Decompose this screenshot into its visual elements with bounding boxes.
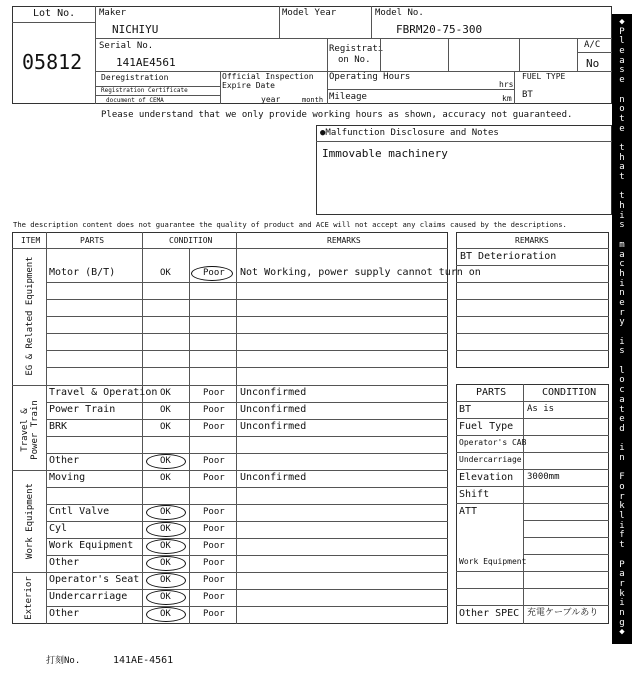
lot-label: Lot No. [33, 8, 76, 19]
part-name: Moving [49, 472, 86, 483]
sidebar-char: i [619, 520, 625, 531]
sidebar-char: n [619, 452, 625, 463]
operating-hours-label: Operating Hours [329, 72, 411, 82]
spec-condition: 3000mm [527, 472, 560, 482]
model-no-label: Model No. [375, 8, 424, 18]
group-exterior: Exterior [24, 576, 34, 620]
sidebar-char: h [619, 268, 625, 279]
condition-poor: Poor [203, 575, 225, 585]
condition-poor: Poor [203, 558, 225, 568]
reg-cert-label: Registration Certificate [101, 87, 188, 94]
sidebar-char: t [619, 540, 625, 551]
sidebar-char: n [619, 288, 625, 299]
condition-ok: OK [160, 473, 171, 483]
spec-part-name: Shift [459, 489, 490, 500]
condition-poor: Poor [203, 507, 225, 517]
sidebar-char: i [619, 210, 625, 221]
malfunction-box [316, 125, 612, 215]
ok-circle-mark [146, 573, 186, 588]
deregistration-label: Deregistration [101, 73, 169, 82]
sidebar-char: s [619, 65, 625, 76]
sidebar-char: s [619, 220, 625, 231]
header-remarks: REMARKS [327, 236, 361, 245]
remark-text: Unconfirmed [240, 387, 307, 398]
condition-poor: Poor [203, 609, 225, 619]
sidebar-char: P [619, 559, 625, 570]
ok-circle-mark [146, 590, 186, 605]
condition-ok: OK [160, 524, 171, 534]
condition-poor: Poor [203, 592, 225, 602]
right-parts-header-parts: PARTS [476, 387, 507, 398]
condition-ok: OK [160, 592, 171, 602]
sidebar-char: a [619, 569, 625, 580]
condition-poor: Poor [203, 473, 225, 483]
sidebar-char: o [619, 375, 625, 386]
sidebar-char: r [619, 491, 625, 502]
sidebar-char: i [619, 443, 625, 454]
group-travel-power: Travel & Power Train [20, 400, 40, 460]
ok-circle-mark [146, 556, 186, 571]
condition-ok: OK [160, 558, 171, 568]
group-eg: EG & Related Equipment [25, 256, 35, 376]
ok-circle-mark [146, 505, 186, 520]
malfunction-title: ●Malfunction Disclosure and Notes [320, 128, 499, 138]
sidebar-char: e [619, 414, 625, 425]
inspection-label-2: Expire Date [222, 81, 275, 90]
condition-poor: Poor [203, 422, 225, 432]
condition-ok: OK [160, 388, 171, 398]
hrs-label: hrs [499, 80, 514, 89]
footer-value: 141AE-4561 [113, 655, 174, 666]
sidebar-char: o [619, 482, 625, 492]
fuel-type-value: BT [522, 90, 533, 100]
condition-poor: Poor [203, 405, 225, 415]
sidebar-char: c [619, 259, 625, 270]
spec-condition: As is [527, 404, 555, 414]
sidebar-char: e [619, 297, 625, 308]
ok-circle-mark [146, 454, 186, 469]
sidebar-char: y [619, 317, 625, 328]
sidebar-char: a [619, 394, 625, 405]
registration-label-2: on No. [338, 55, 371, 65]
location-notice-sidebar [612, 14, 632, 644]
part-name: Undercarriage [49, 591, 128, 602]
part-name: Other [49, 608, 80, 619]
sidebar-char: ◆ [619, 17, 625, 27]
serial-value: 141AE4561 [116, 56, 176, 69]
remark-text: Unconfirmed [240, 404, 307, 415]
condition-ok: OK [160, 575, 171, 585]
spec-part-name: ATT [459, 506, 478, 517]
sidebar-char: a [619, 249, 625, 260]
km-label: km [502, 94, 512, 103]
condition-ok: OK [160, 609, 171, 619]
month-label: month [302, 96, 324, 104]
header-condition: CONDITION [169, 236, 213, 245]
part-name: Power Train [49, 404, 116, 415]
cema-label: document of CEMA [106, 97, 164, 104]
part-name: Operator's Seat [49, 574, 140, 585]
group-work: Work Equipment [25, 483, 35, 559]
hours-notice: Please understand that we only provide working hours as shown, accuracy not guaranteed. [101, 110, 573, 120]
condition-ok: OK [160, 422, 171, 432]
inspection-label-1: Official Inspection [222, 72, 314, 81]
condition-poor: Poor [203, 541, 225, 551]
footer-label: 打刻No. [46, 656, 81, 666]
sidebar-char: l [619, 511, 625, 522]
sidebar-char: f [619, 530, 625, 541]
sidebar-char: h [619, 152, 625, 163]
header-item: ITEM [21, 236, 41, 245]
sidebar-char: a [619, 162, 625, 173]
sidebar-char: i [619, 278, 625, 289]
right-remark-text: BT Deterioration [460, 251, 557, 262]
sidebar-char: r [619, 307, 625, 318]
ok-circle-mark [146, 539, 186, 554]
maker-label: Maker [99, 8, 127, 18]
sidebar-char: c [619, 385, 625, 396]
spec-condition: 充電ケーブルあり [527, 608, 599, 618]
part-name: Other [49, 455, 80, 466]
sidebar-char: l [619, 36, 625, 47]
sidebar-char: n [619, 94, 625, 105]
sidebar-char: r [619, 578, 625, 589]
sidebar-char: l [619, 365, 625, 376]
part-name: Cyl [49, 523, 68, 534]
part-name: BRK [49, 421, 68, 432]
ac-label: A/C [584, 40, 601, 50]
sidebar-char: e [619, 123, 625, 134]
sidebar-char: t [619, 191, 625, 202]
sidebar-char: k [619, 501, 625, 512]
spec-part-name: Operator's CAB [459, 438, 527, 447]
condition-poor: Poor [203, 268, 225, 278]
sidebar-char: t [619, 404, 625, 415]
sidebar-char: F [619, 472, 625, 483]
disclaimer: The description content does not guarantee the quality of product and ACE will not accept any claims caused by the descriptions. [13, 220, 567, 229]
header-parts: PARTS [80, 236, 105, 245]
sidebar-char: a [619, 55, 625, 66]
sidebar-char: d [619, 423, 625, 434]
model-year-label: Model Year [282, 8, 337, 18]
poor-circle-mark [191, 266, 233, 281]
year-label: year [261, 95, 281, 104]
sidebar-char: e [619, 75, 625, 86]
sidebar-char: m [619, 239, 625, 250]
sidebar-char: t [619, 142, 625, 153]
serial-label: Serial No. [99, 41, 154, 51]
spec-part-name: BT [459, 404, 472, 415]
sidebar-char: g [619, 617, 625, 628]
ok-circle-mark [146, 522, 186, 537]
condition-ok: OK [160, 405, 171, 415]
condition-poor: Poor [203, 524, 225, 534]
sidebar-char: ◆ [619, 627, 625, 638]
sidebar-char: k [619, 588, 625, 599]
spec-part-name: Other SPEC [459, 608, 520, 619]
sidebar-char: n [619, 607, 625, 618]
condition-ok: OK [160, 456, 171, 466]
remark-text: Unconfirmed [240, 472, 307, 483]
right-parts-header-condition: CONDITION [542, 387, 597, 398]
model-no-value: FBRM20-75-300 [396, 23, 483, 36]
spec-part-name: Work Equipment [459, 557, 527, 566]
sidebar-char: h [619, 201, 625, 212]
condition-poor: Poor [203, 456, 225, 466]
sidebar-char: t [619, 172, 625, 182]
condition-poor: Poor [203, 388, 225, 398]
spec-part-name: Undercarriage [459, 455, 522, 464]
condition-ok: OK [160, 507, 171, 517]
part-name: Motor (B/T) [49, 267, 116, 278]
part-name: Other [49, 557, 80, 568]
condition-ok: OK [160, 541, 171, 551]
ac-value: No [586, 57, 600, 70]
sidebar-char: s [619, 346, 625, 357]
mileage-label: Mileage [329, 92, 367, 102]
part-name: Travel & Operation [49, 387, 158, 398]
condition-ok: OK [160, 268, 171, 278]
sidebar-char: P [619, 26, 625, 37]
remark-text: Unconfirmed [240, 421, 307, 432]
remark-text: Not Working, power supply cannot turn on [240, 267, 481, 278]
sidebar-char: o [619, 104, 625, 115]
sidebar-char: i [619, 336, 625, 347]
sidebar-char: i [619, 598, 625, 609]
malfunction-text: Immovable machinery [322, 147, 448, 160]
lot-number: 05812 [22, 50, 83, 74]
part-name: Cntl Valve [49, 506, 110, 517]
sidebar-char: t [619, 113, 625, 124]
sidebar-char: e [619, 46, 625, 57]
spec-part-name: Fuel Type [459, 421, 514, 432]
ok-circle-mark [146, 607, 186, 622]
part-name: Work Equipment [49, 540, 134, 551]
registration-label-1: Registrati [329, 44, 384, 54]
fuel-type-label: FUEL TYPE [522, 72, 566, 81]
right-remarks-header: REMARKS [515, 236, 549, 245]
maker-value: NICHIYU [112, 23, 159, 36]
spec-part-name: Elevation [459, 472, 514, 483]
